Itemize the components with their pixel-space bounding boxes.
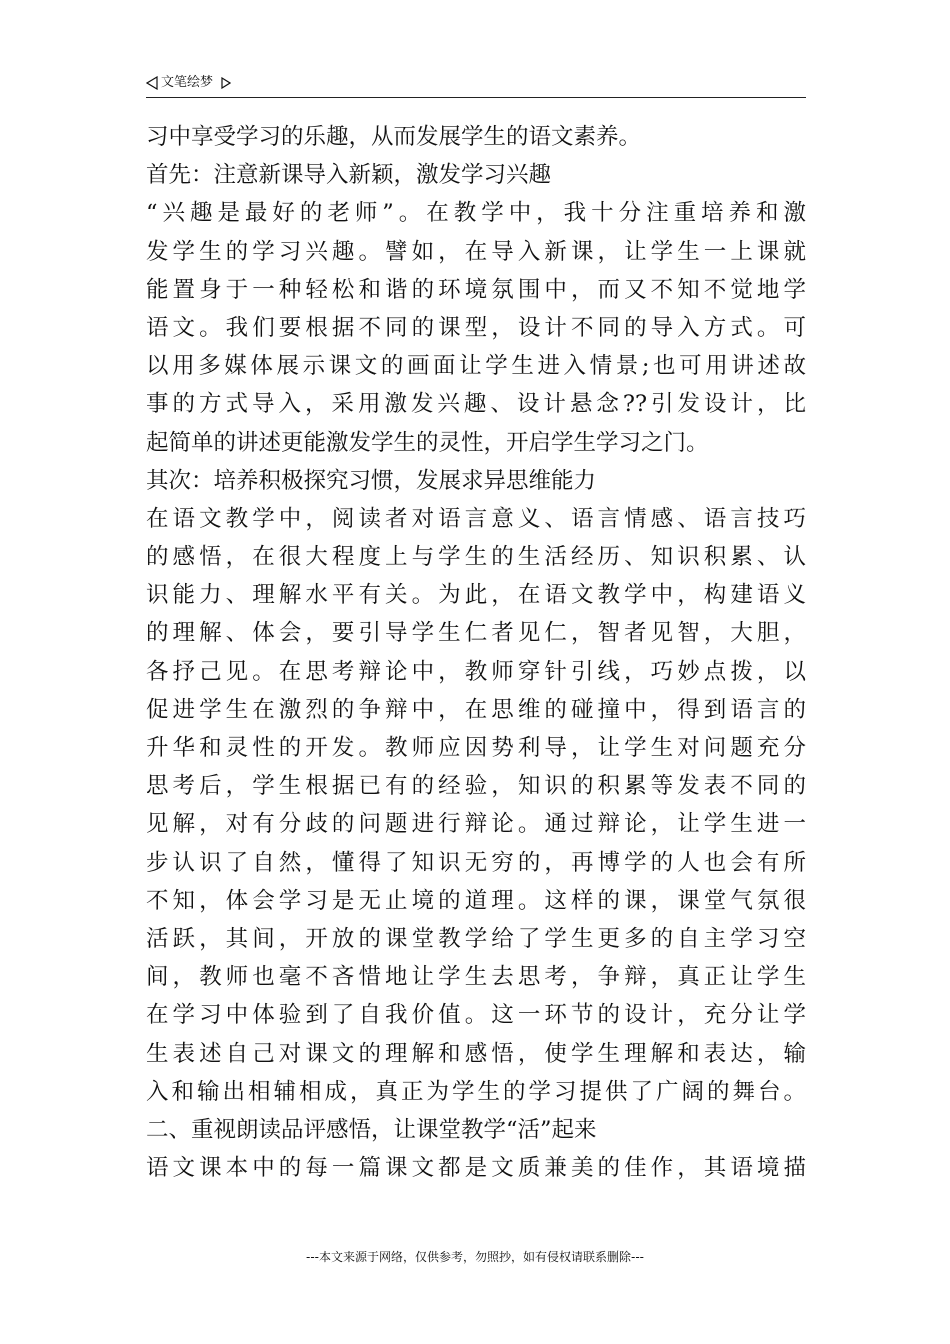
header-label-group <box>146 74 231 93</box>
text-line: 其次：培养积极探究习惯，发展求异思维能力 <box>146 467 597 494</box>
text-line: 习中享受学习的乐趣，从而发展学生的语文素养。 <box>146 124 642 150</box>
text-line: 以用多媒体展示课文的画面让学生进入情景;也可用讲述故 <box>146 353 806 380</box>
text-line: 发学生的学习兴趣。譬如，在导入新课，让学生一上课就 <box>146 238 806 265</box>
text-line: 步认识了自然，懂得了知识无穷的，再博学的人也会有所 <box>146 849 806 876</box>
text-line: 见解，对有分歧的问题进行辩论。通过辩论，让学生进一 <box>146 811 806 838</box>
text-line: 升华和灵性的开发。教师应因势利导，让学生对问题充分 <box>146 735 806 761</box>
text-line: 的感悟，在很大程度上与学生的生活经历、知识积累、认 <box>146 544 806 571</box>
text-line: 能置身于一种轻松和谐的环境氛围中，而又不知不觉地学 <box>146 276 806 303</box>
text-line: 活跃，其间，开放的课堂教学给了学生更多的自主学习空 <box>146 925 806 952</box>
text-line: 语文课本中的每一篇课文都是文质兼美的佳作，其语境描 <box>146 1155 806 1182</box>
text-line: 促进学生在激烈的争辩中，在思维的碰撞中，得到语言的 <box>146 696 806 723</box>
triangle-right-icon <box>221 77 231 89</box>
text-line: “兴趣是最好的老师”。在教学中，我十分注重培养和激 <box>146 200 806 227</box>
text-line: 的理解、体会，要引导学生仁者见仁，智者见智，大胆， <box>146 620 806 647</box>
triangle-left-icon <box>146 76 158 90</box>
header-title: 文笔绘梦 <box>161 75 214 90</box>
text-line: 各抒己见。在思考辩论中，教师穿针引线，巧妙点拨，以 <box>146 658 806 685</box>
text-line: 不知，体会学习是无止境的道理。这样的课，课堂气氛很 <box>146 887 806 914</box>
footer-disclaimer: ---本文来源于网络，仅供参考，勿照抄，如有侵权请联系删除--- <box>306 1250 644 1264</box>
text-line: 生表述自己对课文的理解和感悟，使学生理解和表达，输 <box>146 1040 806 1067</box>
text-line: 事的方式导入，采用激发兴趣、设计悬念??引发设计，比 <box>146 391 806 418</box>
text-line: 在语文教学中，阅读者对语言意义、语言情感、语言技巧 <box>146 505 806 532</box>
text-line: 思考后，学生根据已有的经验，知识的积累等发表不同的 <box>146 773 806 800</box>
text-line: 入和输出相辅相成，真正为学生的学习提供了广阔的舞台。 <box>146 1078 806 1105</box>
text-line: 二、重视朗读品评感悟，让课堂教学“活”起来 <box>146 1116 597 1143</box>
text-line: 识能力、理解水平有关。为此，在语文教学中，构建语义 <box>146 582 806 609</box>
text-line: 语文。我们要根据不同的课型，设计不同的导入方式。可 <box>146 314 806 341</box>
document-body <box>146 118 811 1187</box>
text-line: 起简单的讲述更能激发学生的灵性，开启学生学习之门。 <box>146 429 709 456</box>
page-header <box>146 72 806 98</box>
text-line: 在学习中体验到了自我价值。这一环节的设计，充分让学 <box>146 1002 806 1029</box>
text-line: 间，教师也毫不吝惜地让学生去思考，争辩，真正让学生 <box>146 964 806 991</box>
text-line: 首先：注意新课导入新颖，激发学习兴趣 <box>146 162 552 189</box>
